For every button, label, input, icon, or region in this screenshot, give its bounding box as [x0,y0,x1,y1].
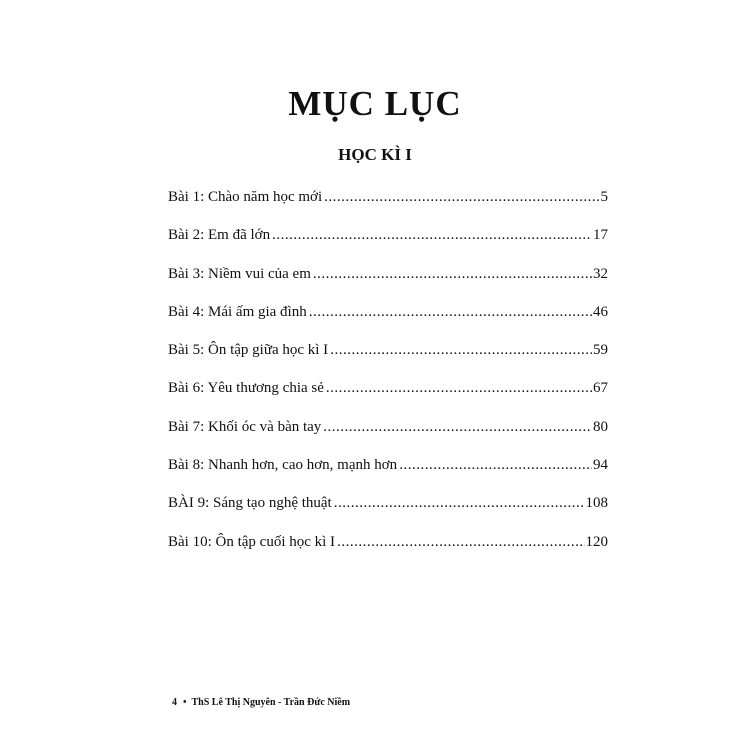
toc-entry-label: Bài 7: Khối óc và bàn tay [168,418,322,435]
toc-entry-label: Bài 4: Mái ấm gia đình [168,303,307,320]
footer-page-number: 4 [172,697,177,708]
page-title: MỤC LỤC [288,84,462,123]
toc-entry [168,255,608,293]
dot-leader [324,178,599,216]
dot-leader [313,255,592,293]
toc-entry-page: 32 [593,265,608,282]
toc-entry [168,293,608,331]
page-footer [172,697,350,708]
toc-entry [168,216,608,254]
footer-bullet: • [183,697,187,708]
toc-entry-page: 94 [593,457,608,474]
toc-entry-label: Bài 10: Ôn tập cuối học kì I [168,533,336,550]
toc-entry-page: 80 [593,418,608,435]
toc-entry [168,178,608,216]
dot-leader [309,293,592,331]
toc-entry [168,523,608,561]
table-of-contents [168,178,608,561]
toc-entry-page: 5 [600,189,608,205]
toc-entry-label: Bài 3: Niềm vui của em [168,265,311,282]
dot-leader [334,484,585,522]
toc-entry-page: 46 [593,303,608,320]
toc-entry [168,369,608,407]
footer-authors: ThS Lê Thị Nguyên - Trần Đức Niềm [191,697,351,708]
toc-entry-label: Bài 6: Yêu thương chia sẻ [168,380,324,397]
dot-leader [330,331,592,369]
toc-entry-page: 59 [593,342,608,359]
dot-leader [272,216,592,254]
toc-entry-page: 120 [585,533,608,550]
dot-leader [337,523,584,561]
section-heading: HỌC KÌ I [338,145,412,164]
toc-entry-label: Bài 1: Chào năm học mới [168,189,323,205]
toc-entry [168,408,608,446]
toc-entry-page: 17 [593,227,608,244]
toc-entry-label: Bài 8: Nhanh hơn, cao hơn, mạnh hơn [168,457,398,474]
toc-entry-label: BÀI 9: Sáng tạo nghệ thuật [168,495,332,512]
dot-leader [326,369,592,407]
toc-entry-page: 108 [585,495,608,512]
toc-entry-label: Bài 2: Em đã lớn [168,227,271,244]
toc-entry [168,446,608,484]
dot-leader [399,446,592,484]
toc-entry-label: Bài 5: Ôn tập giữa học kì I [168,342,329,359]
toc-entry [168,484,608,522]
toc-entry [168,331,608,369]
dot-leader [323,408,592,446]
toc-entry-page: 67 [593,380,608,397]
